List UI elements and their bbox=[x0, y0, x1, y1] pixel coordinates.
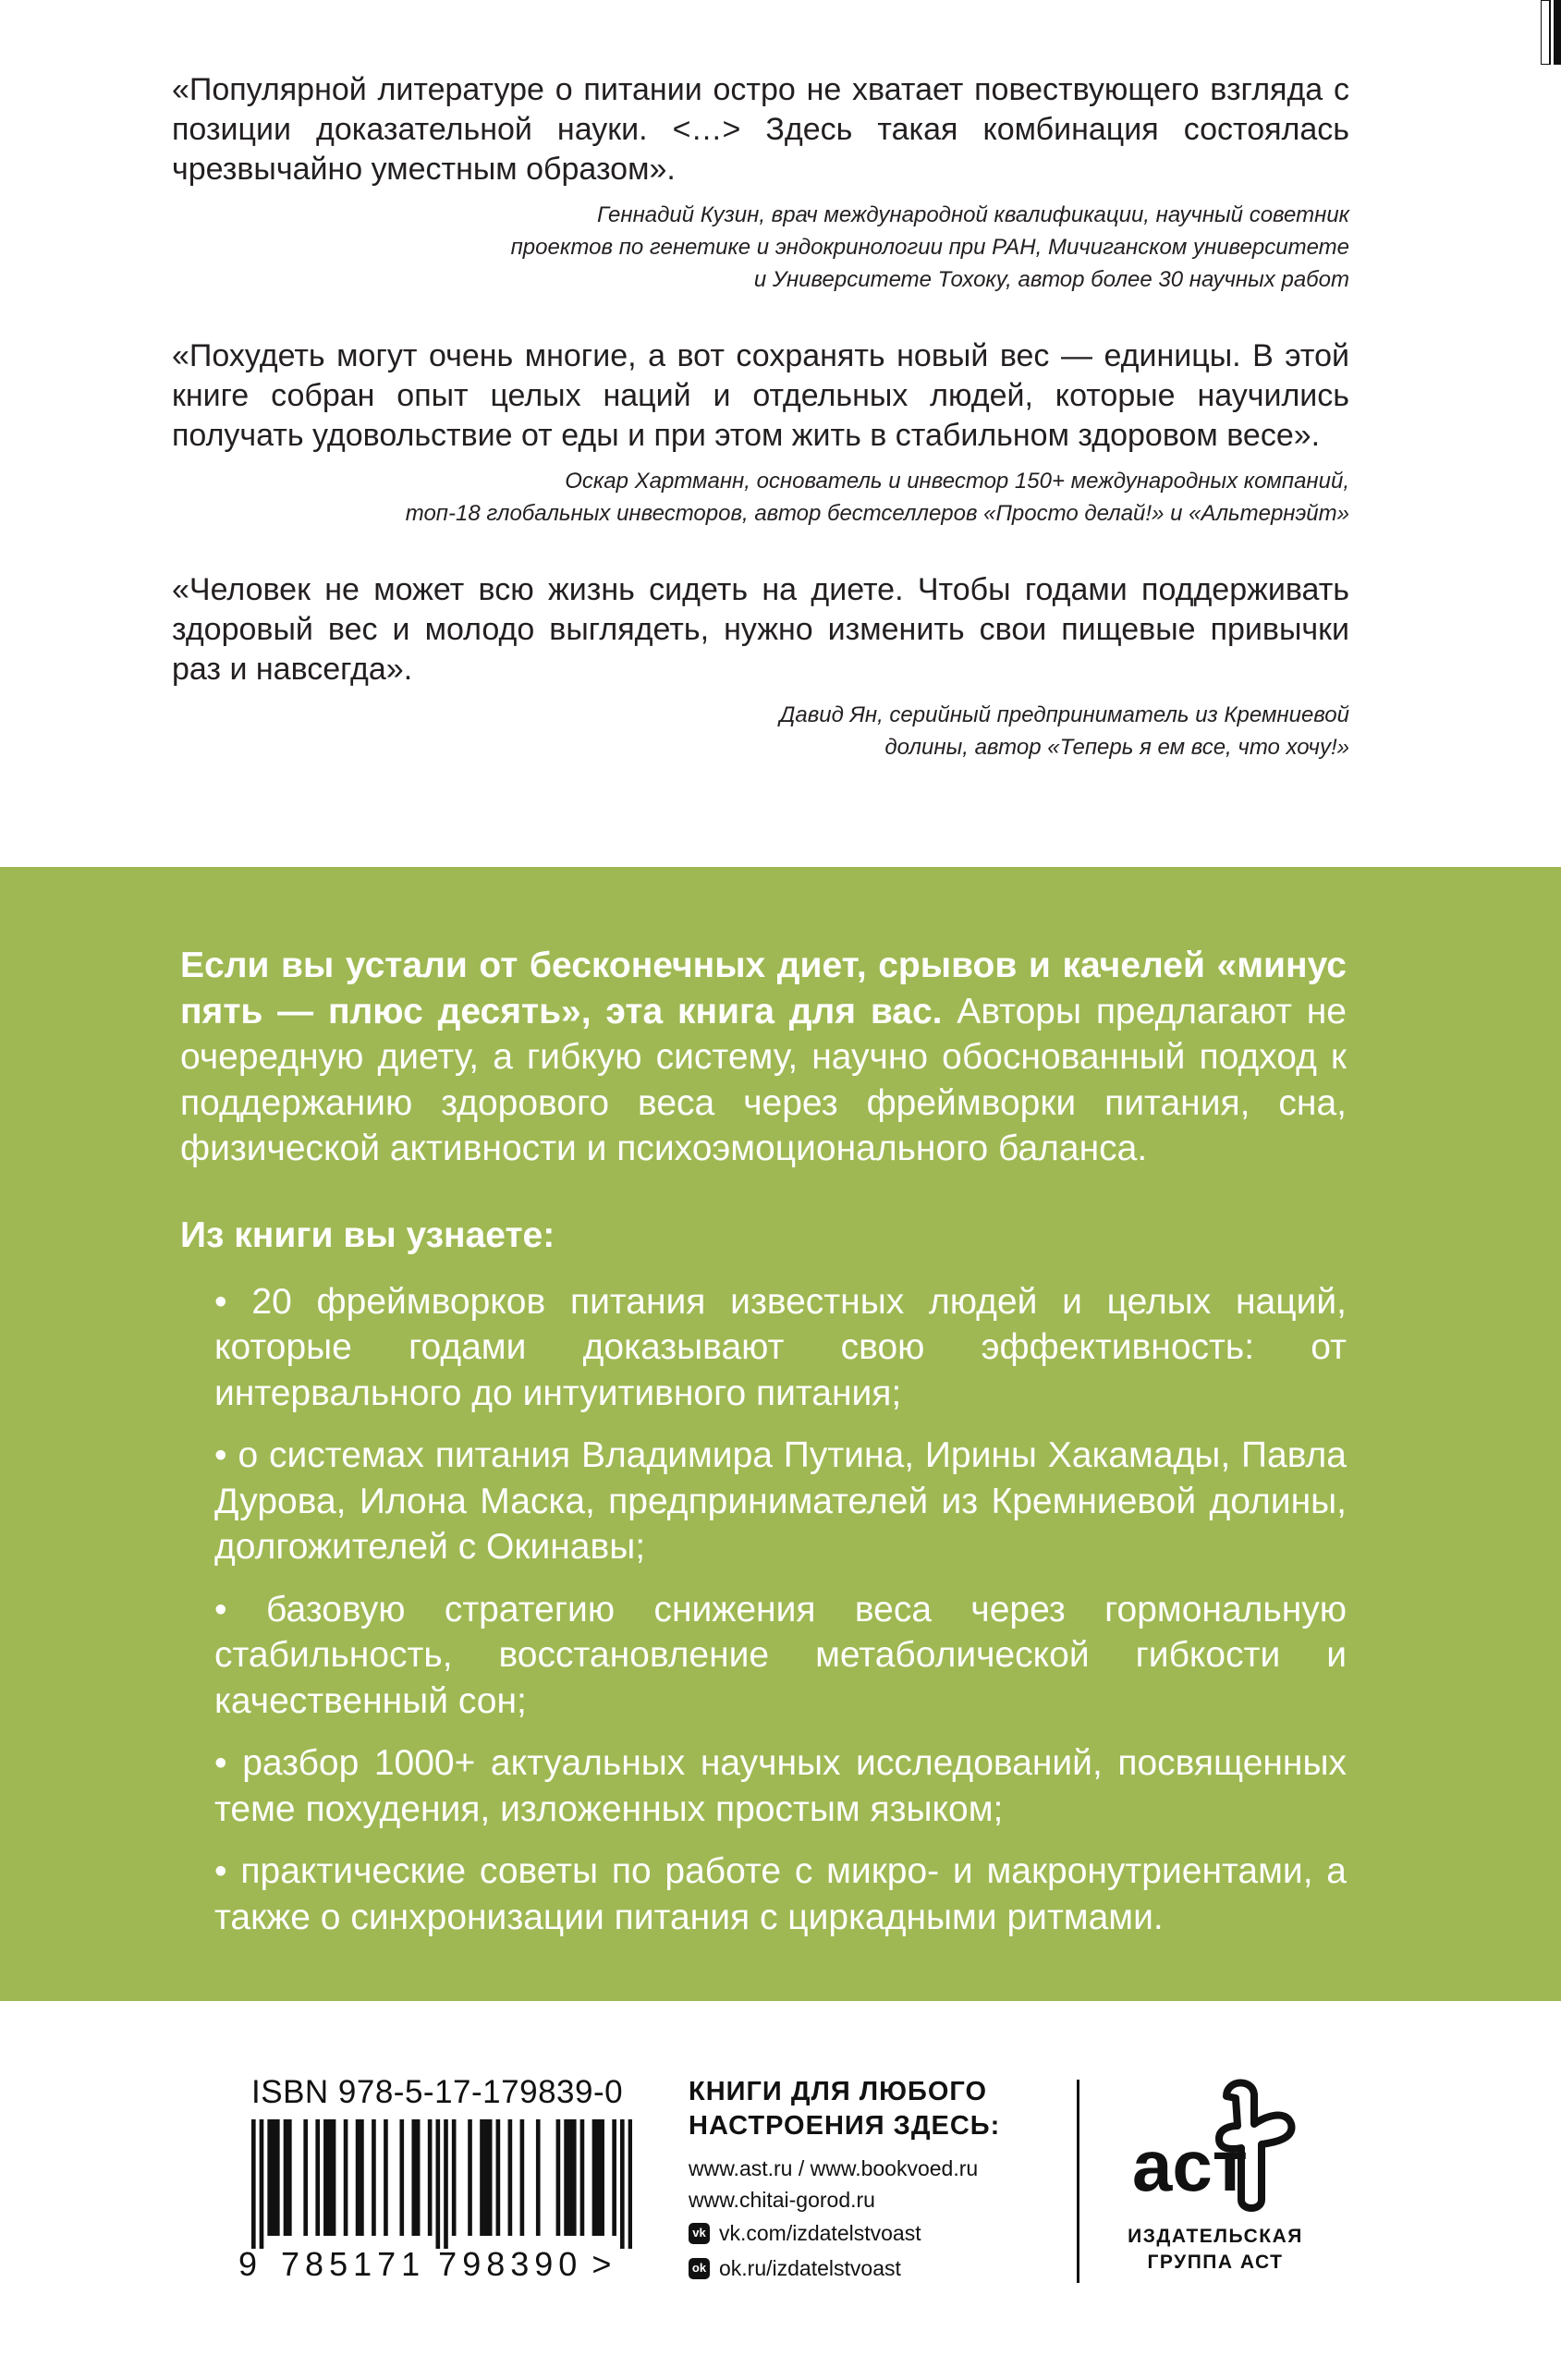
barcode-icon bbox=[251, 2119, 632, 2249]
testimonial-quote: «Похудеть могут очень многие, а вот сохранять новый вес — единицы. В этой книге собран опыт целых наций и отдельных людей, которые научились получать удовольствие от еды и при этом жить в стабильном здоровом весе». bbox=[172, 338, 1349, 453]
store-website-link[interactable]: www.ast.ru / www.bookvoed.ru bbox=[689, 2156, 979, 2180]
ok-link[interactable] bbox=[689, 2251, 1077, 2286]
store-links-block bbox=[689, 2075, 1077, 2286]
vk-link-text: vk.com/izdatelstvoast bbox=[719, 2221, 921, 2245]
publisher-name-line-1: ИЗДАТЕЛЬСКАЯ bbox=[1128, 2226, 1303, 2247]
description-panel bbox=[0, 867, 1561, 2001]
ast-logo-icon bbox=[1123, 2070, 1308, 2223]
testimonial-1 bbox=[172, 70, 1349, 296]
vk-icon: vk bbox=[689, 2223, 710, 2244]
lead-paragraph bbox=[180, 943, 1347, 1172]
list-item: • базовую стратегию снижения веса через гормональную стабильность, восстановление метаболической гибкости и качественный сон; bbox=[214, 1589, 1347, 1721]
vertical-divider bbox=[1077, 2080, 1079, 2283]
testimonial-author bbox=[172, 199, 1349, 296]
author-line: Оскар Хартманн, основатель и инвестор 150+ международных компаний, bbox=[565, 469, 1349, 494]
barcode-digits bbox=[238, 2247, 611, 2282]
lead-regular-text: Авторы предлагают не очередную диету, а гибкую систему, научно обоснованный подход к поддержанию здорового веса через фреймворки питания, сна, физической активности и психоэмоционального баланса. bbox=[180, 991, 1347, 1168]
learn-list bbox=[214, 1279, 1347, 1941]
ok-link-text: ok.ru/izdatelstvoast bbox=[719, 2256, 901, 2280]
publisher-logo bbox=[1104, 2070, 1326, 2292]
testimonial-3 bbox=[172, 570, 1349, 763]
list-item: • 20 фреймворков питания известных людей и целых наций, которые годами доказывают свою эффективность: от интервального до интуитивного питания; bbox=[214, 1281, 1347, 1413]
barcode-digit-lead: 9 bbox=[238, 2245, 258, 2283]
testimonial-author bbox=[172, 699, 1349, 763]
barcode-digit-group-1: 785171 bbox=[281, 2245, 426, 2283]
publisher-name-line-2: ГРУППА АСТ bbox=[1147, 2252, 1284, 2273]
barcode-digit-arrow: > bbox=[591, 2245, 612, 2283]
author-line: долины, автор «Теперь я ем все, что хочу!» bbox=[884, 735, 1349, 760]
barcode-block bbox=[238, 2074, 632, 2283]
testimonials-section bbox=[172, 70, 1349, 804]
author-line: проектов по генетике и эндокринологии при РАН, Мичиганском университете bbox=[510, 235, 1349, 260]
testimonial-2 bbox=[172, 336, 1349, 530]
description-content bbox=[180, 943, 1347, 1957]
testimonial-quote: «Популярной литературе о питании остро не хватает повествующего взгляда с позиции доказательной науки. <…> Здесь такая комбинация состоялась чрезвычайно уместным образом». bbox=[172, 72, 1349, 187]
links-heading-line-1: КНИГИ ДЛЯ ЛЮБОГО bbox=[689, 2077, 988, 2106]
testimonial-author bbox=[172, 465, 1349, 530]
list-item: • разбор 1000+ актуальных научных исследований, посвященных теме похудения, изложенных простым языком; bbox=[214, 1743, 1347, 1829]
lead-bold-text: Если вы устали от бесконечных диет, срывов и качелей «минус пять — плюс десять», эта книга для вас. bbox=[180, 946, 1347, 1031]
learn-heading: Из книги вы узнаете: bbox=[180, 1214, 555, 1255]
testimonial-quote: «Человек не может всю жизнь сидеть на диете. Чтобы годами поддерживать здоровый вес и молодо выглядеть, нужно изменить свои пищевые привычки раз и навсегда». bbox=[172, 572, 1349, 687]
list-item: • практические советы по работе с микро- и макронутриентами, а также о синхронизации питания с циркадными ритмами. bbox=[214, 1851, 1347, 1937]
list-item: • о системах питания Владимира Путина, Ирины Хакамады, Павла Дурова, Илона Маска, предпринимателей из Кремниевой долины, долгожителей с Окинавы; bbox=[214, 1435, 1347, 1567]
vk-link[interactable] bbox=[689, 2215, 1077, 2251]
logo-text: аст bbox=[1132, 2125, 1248, 2206]
links-heading-line-2: НАСТРОЕНИЯ ЗДЕСЬ: bbox=[689, 2111, 1001, 2141]
corner-crop-mark bbox=[1541, 0, 1561, 65]
isbn-number: ISBN 978-5-17-179839-0 bbox=[251, 2074, 624, 2110]
author-line: Геннадий Кузин, врач международной квалификации, научный советник bbox=[597, 202, 1349, 227]
store-website-link-2[interactable]: www.chitai-gorod.ru bbox=[689, 2188, 875, 2212]
ok-icon: ok bbox=[689, 2258, 710, 2279]
publisher-name bbox=[1104, 2224, 1326, 2276]
author-line: топ-18 глобальных инвесторов, автор бестселлеров «Просто делай!» и «Альтернэйт» bbox=[405, 501, 1349, 526]
author-line: Давид Ян, серийный предприниматель из Кремниевой bbox=[779, 702, 1349, 727]
barcode-digit-group-2: 798390 bbox=[438, 2245, 583, 2283]
author-line: и Университете Тохоку, автор более 30 научных работ bbox=[753, 267, 1349, 292]
